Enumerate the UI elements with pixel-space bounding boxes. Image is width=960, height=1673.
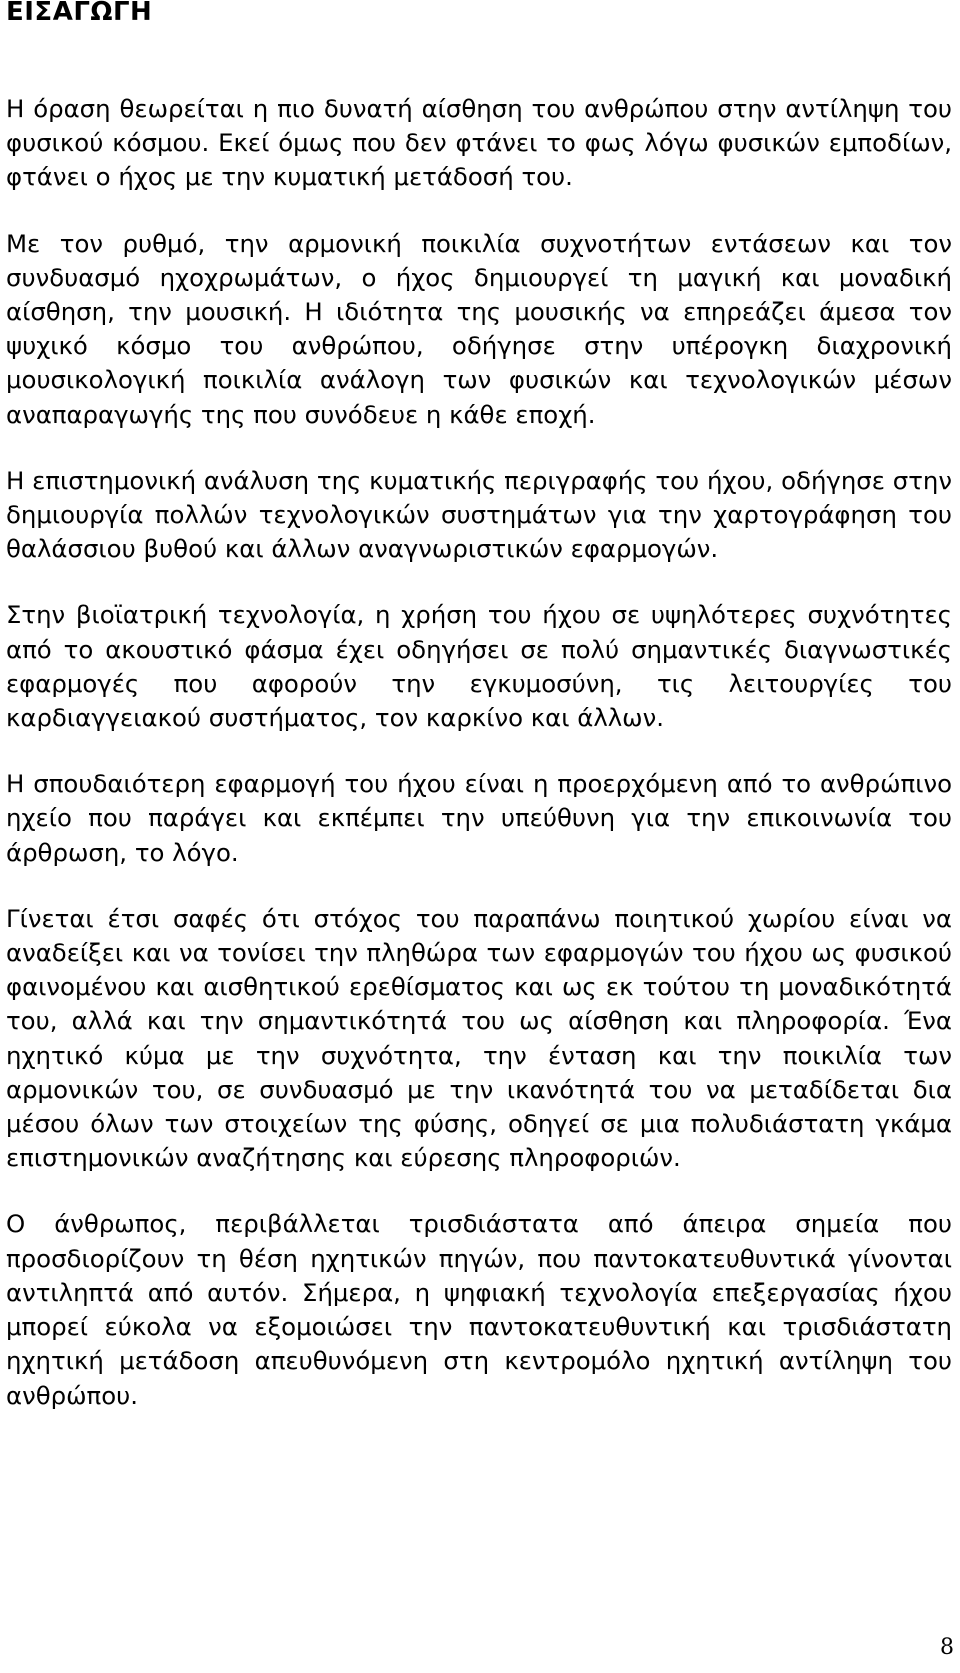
paragraph-3: Η επιστημονική ανάλυση της κυματικής περιγραφής του ήχου, οδήγησε στην δημιουργία πολλών τεχνολογικών συστημάτων για την χαρτογράφηση του θαλάσσιου βυθού και άλλων αναγνωριστικών εφαρμογών. [6,465,952,564]
paragraph-5: Η σπουδαιότερη εφαρμογή του ήχου είναι η προερχόμενη από το ανθρώπινο ηχείο που παράγει και εκπέμπει την υπεύθυνη για την επικοινωνία του άρθρωση, το λόγο. [6,769,952,867]
paragraph-7: Ο άνθρωπος, περιβάλλεται τρισδιάστατα από άπειρα σημεία που προσδιορίζουν τη θέση ηχητικών πηγών, που παντοκατευθυντικά γίνονται αντιληπτά από αυτόν. Σήμερα, η ψηφιακή τεχνολογία επεξεργασίας ήχου μπορεί εύκολα να εξομοιώσει την παντοκατευθυντική και τρισδιάστατη ηχητική μετάδοση απευθυνόμενη στη κεντρομόλο ηχητική αντίληψη του ανθρώπου. [6,1209,952,1410]
paragraph-2: Με τον ρυθμό, την αρμονική ποικιλία συχνοτήτων εντάσεων και τον συνδυασμό ηχοχρωμάτων, ο ήχος δημιουργεί τη μαγική και μοναδική αίσθηση, την μουσική. Η ιδιότητα της μουσικής να επηρεάζει άμεσα τον ψυχικό κόσμο του ανθρώπου, οδήγησε στην υπέρογκη διαχρονική μουσικολογική ποικιλία ανάλογη των φυσικών και τεχνολογικών μέσων αναπαραγωγής της που συνόδευε η κάθε εποχή. [6,228,952,429]
paragraph-6: Γίνεται έτσι σαφές ότι στόχος του παραπάνω ποιητικού χωρίου είναι να αναδείξει και να τονίσει την πληθώρα των εφαρμογών του ήχου ως φυσικού φαινομένου και αισθητικού ερεθίσματος και ως εκ τούτου τη μοναδικότητά του, αλλά και την σημαντικότητά του ως αίσθηση και πληροφορία. Ένα ηχητικό κύμα με την συχνότητα, την ένταση και την ποικιλία των αρμονικών του, σε συνδυασμό με την ικανότητά του να μεταδίδεται δια μέσου όλων των στοιχείων της φύσης, οδηγεί σε μια πολυδιάστατη γκάμα επιστημονικών αναζήτησης και εύρεσης πληροφοριών. [6,903,952,1173]
paragraph-4: Στην βιοϊατρική τεχνολογία, η χρήση του ήχου σε υψηλότερες συχνότητες από το ακουστικό φάσμα έχει οδηγήσει σε πολύ σημαντικές διαγνωστικές εφαρμογές που αφορούν την εγκυμοσύνη, τις λειτουργίες του καρδιαγγειακού συστήματος, τον καρκίνο και άλλων. [6,600,952,733]
page-number: 8 [940,1635,954,1660]
paragraph-1: Η όραση θεωρείται η πιο δυνατή αίσθηση του ανθρώπου στην αντίληψη του φυσικού κόσμου. Εκεί όμως που δεν φτάνει το φως λόγω φυσικών εμποδίων, φτάνει ο ήχος με την κυματική μετάδοσή του. [6,94,952,192]
page-title: ΕΙΣΑΓΩΓΗ [6,0,153,27]
document-body [6,92,952,1445]
